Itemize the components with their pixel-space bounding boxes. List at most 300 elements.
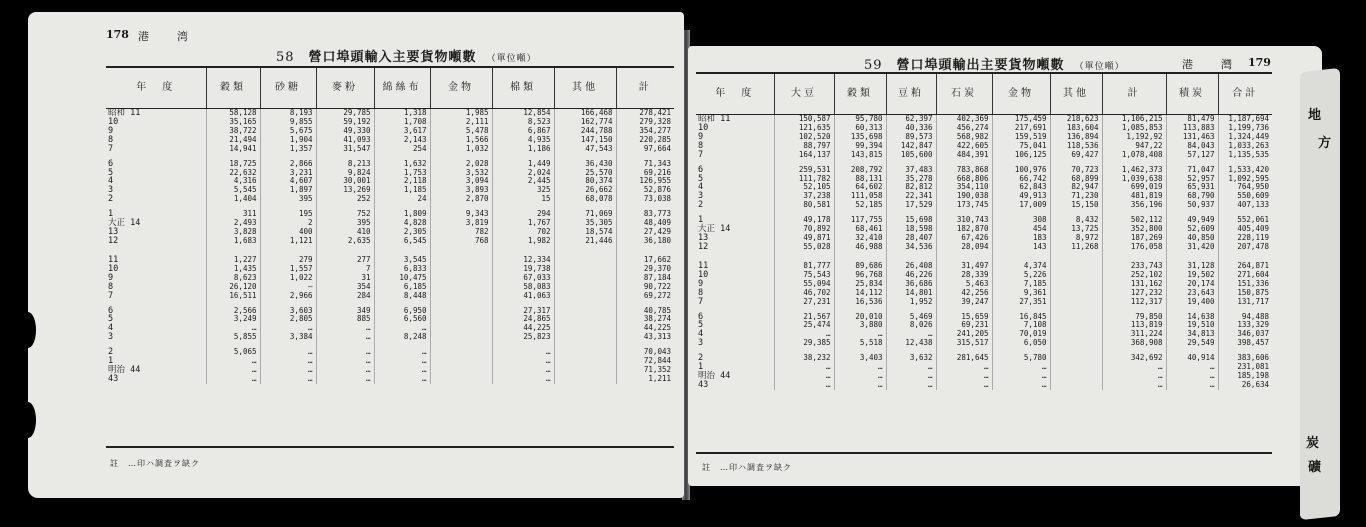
value-cell	[554, 324, 616, 333]
tab-label: 炭	[1306, 436, 1320, 451]
value-cell	[1050, 307, 1102, 322]
value-cell: 1,952	[886, 298, 936, 307]
left-page	[28, 12, 684, 498]
value-cell: 23,643	[1166, 289, 1218, 298]
value-cell	[1050, 330, 1102, 339]
value-cell: 6,185	[374, 283, 430, 292]
value-cell: 2,866	[260, 154, 316, 169]
value-cell: 1,022	[260, 274, 316, 283]
column-header: 其他	[1050, 73, 1102, 115]
value-cell: 244,788	[554, 127, 616, 136]
value-cell	[430, 333, 492, 342]
value-cell: 2,024	[492, 169, 554, 178]
column-header: 豆粕	[886, 73, 936, 115]
value-cell: 35,305	[554, 219, 616, 228]
value-cell: 37,483	[886, 160, 936, 175]
value-cell: 69,216	[616, 169, 674, 178]
value-cell: 52,185	[834, 201, 886, 210]
footnote: 註 …印ハ調査ヲ缺ク	[702, 463, 792, 472]
value-cell: 5,675	[260, 127, 316, 136]
value-cell: 19,400	[1166, 298, 1218, 307]
value-cell: 29,549	[1166, 339, 1218, 348]
value-cell: 162,774	[554, 118, 616, 127]
value-cell: 3,632	[886, 348, 936, 363]
value-cell: 81,777	[774, 252, 834, 271]
value-cell: 19,738	[492, 265, 554, 274]
value-cell: 25,823	[492, 333, 554, 342]
value-cell: 164,137	[774, 151, 834, 160]
value-cell: …	[886, 363, 936, 372]
column-header: 穀類	[834, 73, 886, 115]
value-cell: 12,438	[886, 339, 936, 348]
value-cell: 3,545	[374, 246, 430, 265]
value-cell: …	[206, 375, 260, 384]
value-cell: 24	[374, 195, 430, 204]
value-cell: 6,950	[374, 301, 430, 316]
value-cell: …	[316, 375, 374, 384]
table-row	[106, 246, 674, 265]
year-cell: 4	[108, 176, 114, 187]
table-row	[696, 252, 1272, 271]
value-cell	[554, 283, 616, 292]
value-cell: 233,743	[1102, 252, 1166, 271]
value-cell: 65,931	[1166, 183, 1218, 192]
column-header: 其他	[554, 67, 616, 109]
value-cell: 8,432	[1050, 210, 1102, 225]
year-cell: 9	[698, 278, 704, 289]
tab-label: 地	[1308, 108, 1322, 123]
value-cell: …	[374, 375, 430, 384]
year-cell: 7	[698, 149, 704, 160]
value-cell: 22,341	[886, 192, 936, 201]
value-cell: 50,937	[1166, 201, 1218, 210]
value-cell: 218,623	[1050, 115, 1102, 124]
value-cell: …	[492, 342, 554, 357]
value-cell: 254	[374, 145, 430, 154]
value-cell: 1,767	[492, 219, 554, 228]
year-cell: 12	[698, 241, 709, 252]
table-row	[106, 301, 674, 316]
value-cell	[430, 315, 492, 324]
column-header: 石炭	[936, 73, 992, 115]
value-cell: 407,133	[1218, 201, 1272, 210]
value-cell: 79,850	[1102, 307, 1166, 322]
value-cell: 1,435	[206, 265, 260, 274]
value-cell: 55,028	[774, 243, 834, 252]
value-cell: …	[492, 357, 554, 366]
column-header: 綿絲布	[374, 67, 430, 109]
column-header: 年 度	[696, 73, 774, 115]
value-cell: 52,105	[774, 183, 834, 192]
value-cell: 39,247	[936, 298, 992, 307]
value-cell: 383,606	[1218, 348, 1272, 363]
value-cell	[1050, 252, 1102, 271]
value-cell: 1,192,92	[1102, 133, 1166, 142]
year-cell: 2	[108, 194, 114, 205]
value-cell: 9,343	[430, 204, 492, 219]
value-cell: 27,231	[774, 298, 834, 307]
table-number: 59	[864, 58, 883, 73]
value-cell: 182,870	[936, 225, 992, 234]
value-cell: 271,604	[1218, 271, 1272, 280]
value-cell: 1,078,408	[1102, 151, 1166, 160]
value-cell: 105,600	[886, 151, 936, 160]
value-cell: 69,231	[936, 321, 992, 330]
value-cell: …	[260, 375, 316, 384]
value-cell: 99,394	[834, 142, 886, 151]
value-cell: 70,723	[1050, 160, 1102, 175]
year-cell: 6	[698, 311, 704, 322]
value-cell	[430, 292, 492, 301]
value-cell: 70,019	[992, 330, 1050, 339]
value-cell: …	[316, 357, 374, 366]
value-cell: 1,032	[430, 145, 492, 154]
table-row	[106, 274, 674, 283]
column-header: 合計	[1218, 73, 1272, 115]
value-cell: 41,063	[492, 292, 554, 301]
value-cell: 17,662	[616, 246, 674, 265]
table-row	[106, 342, 674, 357]
value-cell: 354,110	[936, 183, 992, 192]
value-cell: …	[374, 342, 430, 357]
value-cell: 349	[316, 301, 374, 316]
value-cell: 117,755	[834, 210, 886, 225]
year-cell: 7	[108, 290, 114, 301]
value-cell: 69,272	[616, 292, 674, 301]
value-cell: 49,330	[316, 127, 374, 136]
value-cell: 185,198	[1218, 372, 1272, 381]
value-cell: 64,602	[834, 183, 886, 192]
value-cell: …	[492, 366, 554, 375]
value-cell: 81,479	[1166, 115, 1218, 124]
value-cell: 131,717	[1218, 298, 1272, 307]
value-cell: 3,532	[430, 169, 492, 178]
value-cell: 106,125	[992, 151, 1050, 160]
value-cell: …	[260, 366, 316, 375]
value-cell: 281,645	[936, 348, 992, 363]
table-row	[106, 145, 674, 154]
value-cell: 2,870	[430, 195, 492, 204]
value-cell: …	[834, 330, 886, 339]
value-cell: 3,893	[430, 186, 492, 195]
value-cell: 1,085,853	[1102, 124, 1166, 133]
value-cell: 18,574	[554, 228, 616, 237]
value-cell: 131,463	[1166, 133, 1218, 142]
value-cell: 159,519	[992, 133, 1050, 142]
year-cell: 9	[108, 272, 114, 283]
value-cell: 131,162	[1102, 280, 1166, 289]
value-cell: 49,178	[774, 210, 834, 225]
value-cell: …	[206, 324, 260, 333]
value-cell: 308	[992, 210, 1050, 225]
value-cell: 16,536	[834, 298, 886, 307]
value-cell: 29,785	[316, 109, 374, 118]
value-cell: 217,691	[992, 124, 1050, 133]
table-row	[106, 333, 674, 342]
value-cell: 88,131	[834, 175, 886, 184]
value-cell: 481,819	[1102, 192, 1166, 201]
year-cell: 2	[698, 353, 704, 364]
value-cell: 75,543	[774, 271, 834, 280]
table-row	[696, 151, 1272, 160]
column-header: 砂糖	[260, 67, 316, 109]
value-cell	[1050, 363, 1102, 372]
value-cell: 885	[316, 315, 374, 324]
year-cell: 8	[698, 140, 704, 151]
value-cell: 279,328	[616, 118, 674, 127]
page-number: 179	[1248, 56, 1271, 69]
value-cell: 2,493	[206, 219, 260, 228]
value-cell: 947,22	[1102, 142, 1166, 151]
value-cell: …	[492, 375, 554, 384]
table-row	[106, 154, 674, 169]
value-cell: 59,192	[316, 118, 374, 127]
year-cell: 9	[108, 125, 114, 136]
value-cell: 100,976	[992, 160, 1050, 175]
value-cell	[554, 342, 616, 357]
value-cell: 111,782	[774, 175, 834, 184]
table-row	[696, 307, 1272, 322]
value-cell: 21,567	[774, 307, 834, 322]
column-header: 穀類	[206, 67, 260, 109]
value-cell: 1,982	[492, 237, 554, 246]
value-cell: 395	[316, 219, 374, 228]
value-cell: 15	[492, 195, 554, 204]
value-cell: 1,462,373	[1102, 160, 1166, 175]
column-header: 金物	[992, 73, 1050, 115]
value-cell: 422,605	[936, 142, 992, 151]
value-cell: 2,635	[316, 237, 374, 246]
value-cell: 1,033,263	[1218, 142, 1272, 151]
value-cell	[1050, 348, 1102, 363]
value-cell: 1,557	[260, 265, 316, 274]
value-cell: 1,092,595	[1218, 175, 1272, 184]
value-cell: 31,547	[316, 145, 374, 154]
value-cell: 36,180	[616, 237, 674, 246]
value-cell: …	[316, 342, 374, 357]
value-cell: 57,127	[1166, 151, 1218, 160]
value-cell: 284	[316, 292, 374, 301]
value-cell: 16,511	[206, 292, 260, 301]
value-cell	[1050, 298, 1102, 307]
value-cell: …	[206, 357, 260, 366]
table-row	[106, 195, 674, 204]
value-cell: 1,404	[206, 195, 260, 204]
value-cell: 187,269	[1102, 234, 1166, 243]
value-cell: 70,892	[774, 225, 834, 234]
year-cell: 6	[108, 305, 114, 316]
value-cell: 29,370	[616, 265, 674, 274]
year-cell: 10	[698, 269, 709, 280]
value-cell: 31,497	[936, 252, 992, 271]
value-cell: 342,692	[1102, 348, 1166, 363]
value-cell	[554, 301, 616, 316]
value-cell: 133,329	[1218, 321, 1272, 330]
value-cell: 68,790	[1166, 192, 1218, 201]
value-cell: 166,468	[554, 109, 616, 118]
value-cell: 6,867	[492, 127, 554, 136]
year-cell: 7	[698, 296, 704, 307]
value-cell: 49,913	[992, 192, 1050, 201]
right-page	[688, 46, 1322, 486]
value-cell: 2,566	[206, 301, 260, 316]
value-cell: 71,047	[1166, 160, 1218, 175]
value-cell: 49,949	[1166, 210, 1218, 225]
year-cell: 明治 44	[698, 371, 731, 382]
value-cell: 8,026	[886, 321, 936, 330]
value-cell: 356,196	[1102, 201, 1166, 210]
table-row	[106, 237, 674, 246]
year-cell: 10	[698, 122, 709, 133]
table-bottom-rule	[696, 452, 1272, 454]
value-cell: 72,844	[616, 357, 674, 366]
value-cell: 136,894	[1050, 133, 1102, 142]
value-cell: 16,845	[992, 307, 1050, 322]
value-cell: 29,385	[774, 339, 834, 348]
value-cell: 38,232	[774, 348, 834, 363]
year-cell: 昭和 11	[108, 108, 141, 118]
value-cell: 3,231	[260, 169, 316, 178]
value-cell: 113,819	[1102, 321, 1166, 330]
column-header: 大豆	[774, 73, 834, 115]
value-cell: 68,078	[554, 195, 616, 204]
value-cell: 40,914	[1166, 348, 1218, 363]
value-cell: 5,780	[992, 348, 1050, 363]
value-cell: 118,536	[1050, 142, 1102, 151]
value-cell: 9,361	[992, 289, 1050, 298]
value-cell: 402,369	[936, 115, 992, 124]
value-cell: 502,112	[1102, 210, 1166, 225]
value-cell: 13,269	[316, 186, 374, 195]
value-cell: 66,742	[992, 175, 1050, 184]
value-cell: 2,143	[374, 136, 430, 145]
value-cell	[430, 375, 492, 384]
running-head: 港 湾	[138, 30, 190, 43]
value-cell: 46,988	[834, 243, 886, 252]
value-cell: 25,474	[774, 321, 834, 330]
value-cell: 279	[260, 246, 316, 265]
value-cell: …	[1166, 363, 1218, 372]
value-cell: 1,897	[260, 186, 316, 195]
value-cell: 175,459	[992, 115, 1050, 124]
value-cell	[1050, 372, 1102, 381]
value-cell: 1,683	[206, 237, 260, 246]
value-cell: …	[774, 372, 834, 381]
value-cell	[1050, 271, 1102, 280]
year-cell: 9	[698, 131, 704, 142]
value-cell	[554, 357, 616, 366]
value-cell: 456,274	[936, 124, 992, 133]
value-cell: 398,457	[1218, 339, 1272, 348]
year-cell: 3	[698, 338, 704, 349]
year-cell: 5	[108, 314, 114, 325]
value-cell: 68,461	[834, 225, 886, 234]
value-cell: 34,813	[1166, 330, 1218, 339]
value-cell: 294	[492, 204, 554, 219]
value-cell: 36,430	[554, 154, 616, 169]
import-table	[106, 66, 674, 384]
year-cell: 6	[108, 158, 114, 169]
value-cell: 195	[260, 204, 316, 219]
value-cell: 80,581	[774, 201, 834, 210]
value-cell: 30,001	[316, 177, 374, 186]
value-cell: 95,780	[834, 115, 886, 124]
value-cell: 346,037	[1218, 330, 1272, 339]
value-cell: 52,957	[1166, 175, 1218, 184]
value-cell: 1,809	[374, 204, 430, 219]
value-cell: 62,397	[886, 115, 936, 124]
value-cell: 768	[430, 237, 492, 246]
value-cell: 94,488	[1218, 307, 1272, 322]
value-cell: 699,019	[1102, 183, 1166, 192]
year-cell: 1	[698, 362, 704, 373]
value-cell: 1,227	[206, 246, 260, 265]
value-cell: 6,545	[374, 237, 430, 246]
value-cell: 47,543	[554, 145, 616, 154]
value-cell: 352,800	[1102, 225, 1166, 234]
value-cell	[554, 333, 616, 342]
value-cell: 668,806	[936, 175, 992, 184]
value-cell: …	[1102, 363, 1166, 372]
value-cell: 1,187,694	[1218, 115, 1272, 124]
tab-label: 礦	[1308, 460, 1322, 475]
value-cell: 264,871	[1218, 252, 1272, 271]
value-cell: …	[834, 381, 886, 390]
year-cell: 7	[108, 143, 114, 154]
column-header: 計	[616, 67, 674, 109]
value-cell: 96,768	[834, 271, 886, 280]
value-cell: 43,313	[616, 333, 674, 342]
value-cell: 42,256	[936, 289, 992, 298]
year-cell: 13	[698, 233, 709, 244]
table-row	[696, 381, 1272, 390]
value-cell: 31,128	[1166, 252, 1218, 271]
value-cell: 37,238	[774, 192, 834, 201]
value-cell: 1,121	[260, 237, 316, 246]
value-cell: 17,529	[886, 201, 936, 210]
value-cell	[1050, 339, 1102, 348]
value-cell: 150,587	[774, 115, 834, 124]
value-cell: 21,446	[554, 237, 616, 246]
value-cell: 22,632	[206, 169, 260, 178]
unit-label: （單位噸）	[486, 54, 537, 64]
value-cell: …	[886, 372, 936, 381]
table-row	[106, 375, 674, 384]
value-cell: 89,573	[886, 133, 936, 142]
table-title-text: 營口埠頭輸出主要貨物噸數	[896, 58, 1065, 73]
value-cell: …	[1102, 372, 1166, 381]
value-cell: 3,828	[206, 228, 260, 237]
value-cell	[554, 246, 616, 265]
value-cell: …	[992, 363, 1050, 372]
value-cell: …	[374, 324, 430, 333]
year-cell: 5	[698, 320, 704, 331]
value-cell: 44,225	[616, 324, 674, 333]
value-cell: 36,686	[886, 280, 936, 289]
value-cell: —	[260, 283, 316, 292]
value-cell: 183	[992, 234, 1050, 243]
value-cell: 6,560	[374, 315, 430, 324]
value-cell: 69,427	[1050, 151, 1102, 160]
value-cell: 52,876	[616, 186, 674, 195]
value-cell: 3,880	[834, 321, 886, 330]
value-cell: 26,120	[206, 283, 260, 292]
value-cell: 143,815	[834, 151, 886, 160]
value-cell	[430, 274, 492, 283]
table-row	[106, 357, 674, 366]
year-cell: 10	[108, 116, 119, 127]
value-cell: …	[886, 381, 936, 390]
